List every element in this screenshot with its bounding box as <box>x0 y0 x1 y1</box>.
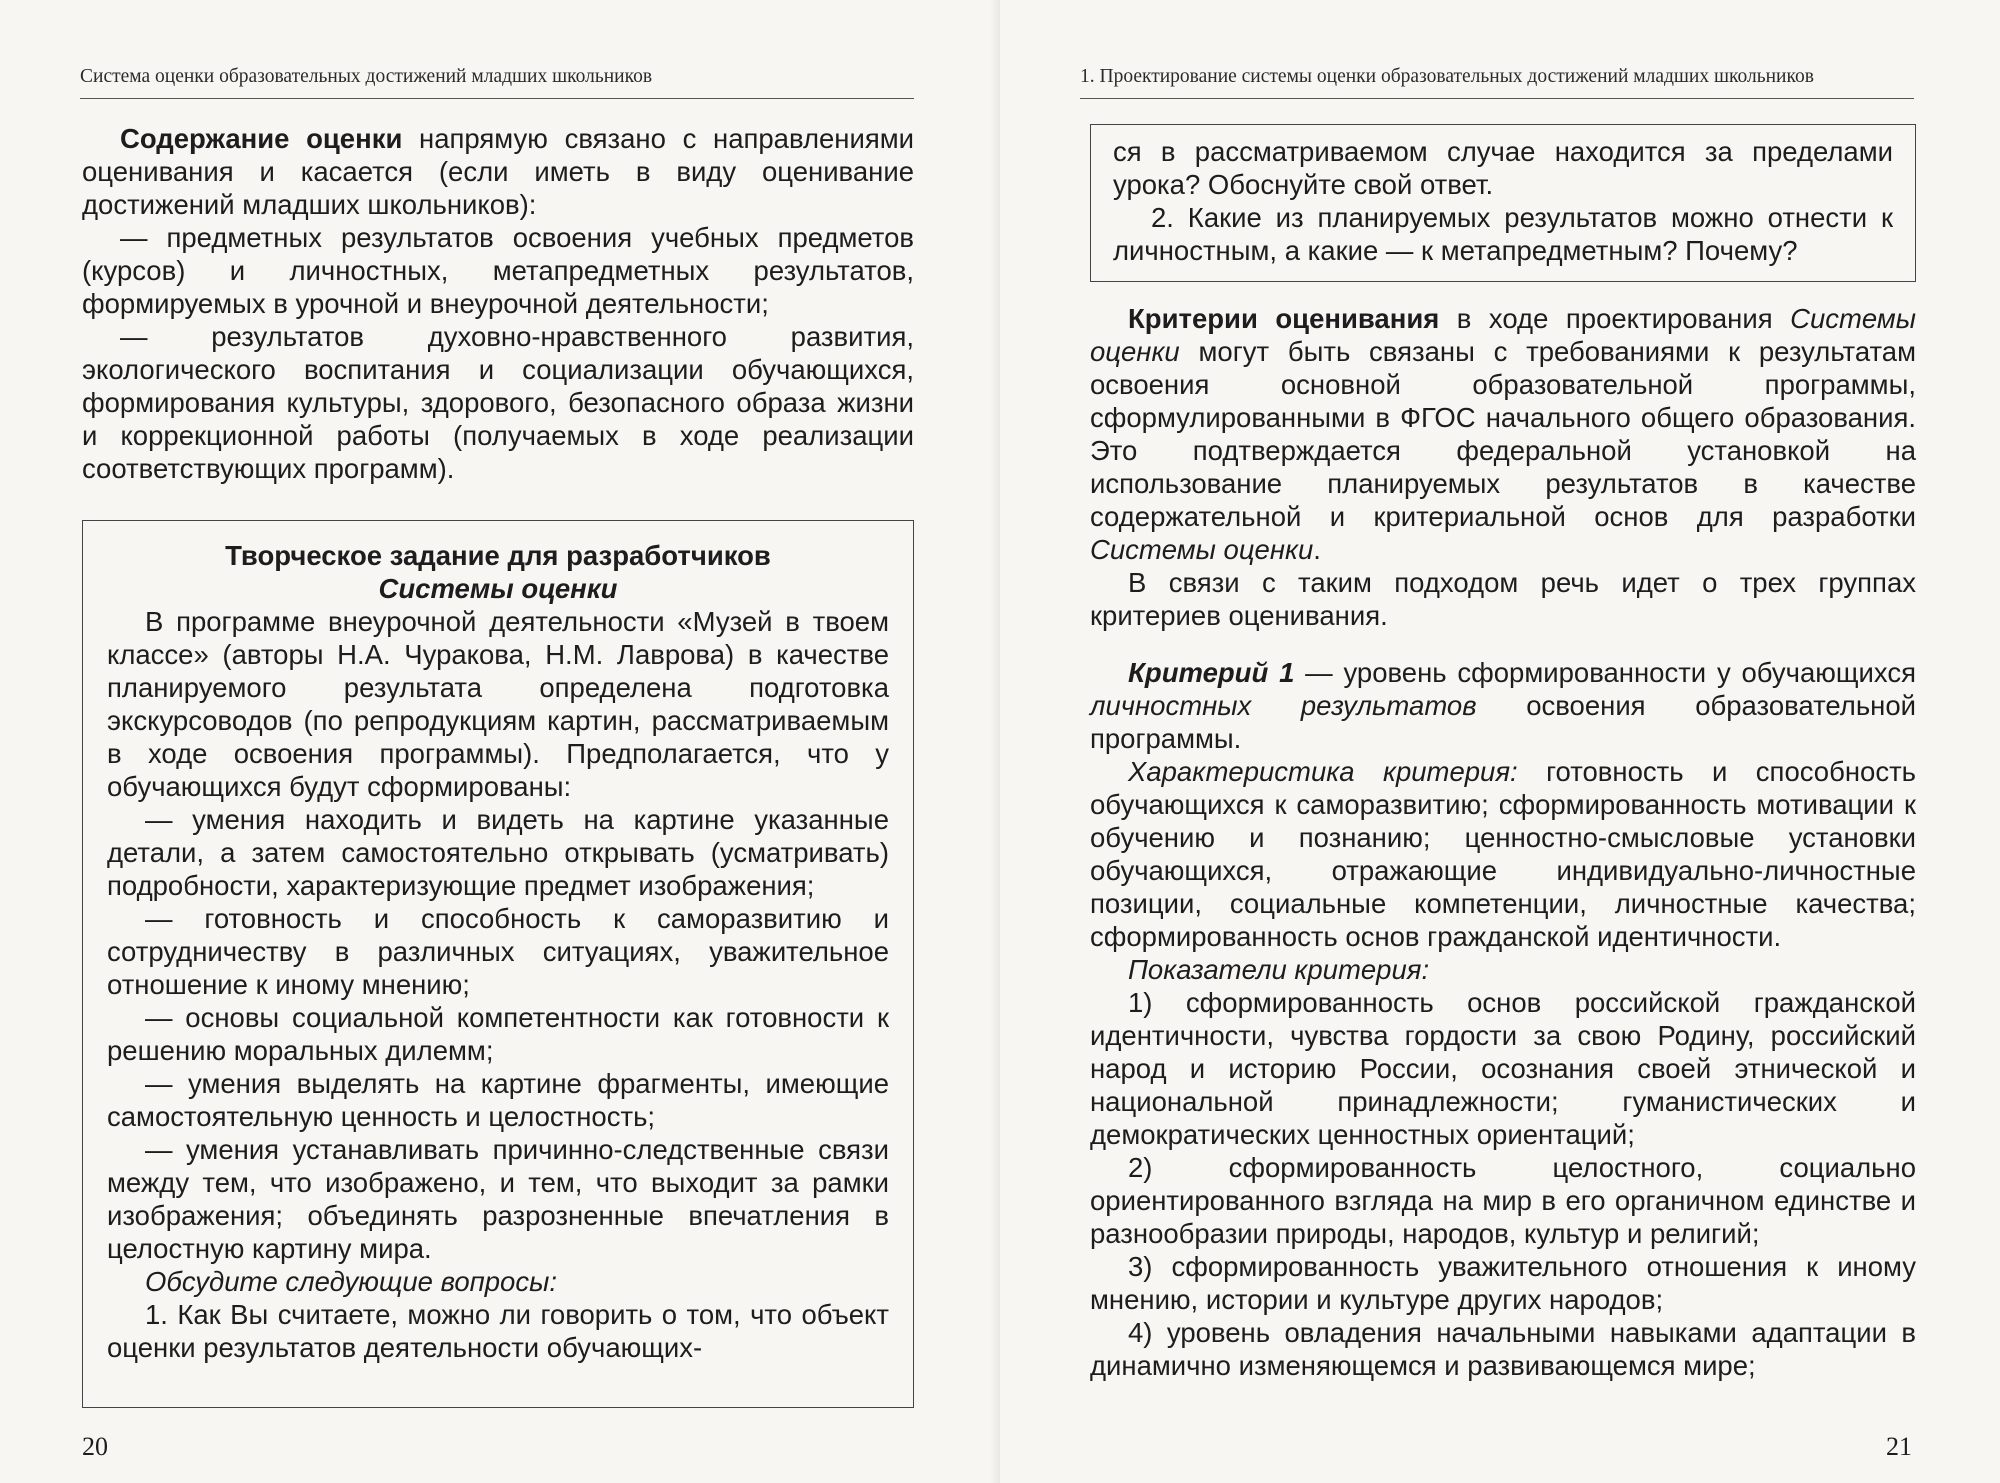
right-page <box>1000 0 2000 1483</box>
criteria-text-b: могут быть связаны с требованиями к результатам освоения основной образовательной программы, сформулированными в ФГОС начального общего образования. Это подтверждается федеральной установкой на использование планируемых результатов в качестве содержательной и критериальной основ для разработки <box>1090 336 1916 532</box>
box-discuss-label: Обсудите следующие вопросы: <box>145 1266 557 1297</box>
criteria-italic-2: Системы оценки <box>1090 534 1314 565</box>
criterion-1-text-b: освоения образовательной программы. <box>1090 690 1916 754</box>
criterion-1-italic: личностных результатов <box>1090 690 1477 721</box>
creative-task-box <box>82 520 914 1408</box>
box-item-4: — умения выделять на картине фрагменты, имеющие самостоятельную ценность и целостность; <box>107 1068 889 1132</box>
box-item-2: — готовность и способность к саморазвитию и сотрудничеству в различных ситуациях, уважительное отношение к иному мнению; <box>107 903 889 1000</box>
intro-item-1: — предметных результатов освоения учебных предметов (курсов) и личностных, метапредметных результатов, формируемых в урочной и внеурочной деятельности; <box>82 222 914 319</box>
criteria-section <box>1090 302 1916 1382</box>
box-item-3: — основы социальной компетентности как готовности к решению моральных дилемм; <box>107 1002 889 1066</box>
intro-section <box>82 122 914 485</box>
indicator-2: 2) сформированность целостного, социально ориентированного взгляда на мир в его органичном единстве и разнообразии природы, народов, культур и религий; <box>1090 1152 1916 1249</box>
box-item-1: — умения находить и видеть на картине указанные детали, а затем самостоятельно открывать (усматривать) подробности, характеризующие предмет изображения; <box>107 804 889 901</box>
criteria-text-a: в ходе проектирования <box>1439 303 1791 334</box>
criterion-characteristic <box>1090 755 1916 953</box>
continued-box <box>1090 124 1916 282</box>
indicator-1: 1) сформированность основ российской гражданской идентичности, чувства гордости за свою Родину, российский народ и историю России, осознания своей этнической и национальной принадлежности; гуманистических и демократических ценностных ориентаций; <box>1090 987 1916 1150</box>
characteristic-text: готовность и способность обучающихся к саморазвитию; сформированность мотивации к обучению и познанию; ценностно-смысловые установки обучающихся, отражающие индивидуально-личностные позиции, социальные компетенции, личностные качества; сформированность основ гражданской идентичности. <box>1090 756 1916 952</box>
box-question-2: 2. Какие из планируемых результатов можно отнести к личностным, а какие — к метапредметным? Почему? <box>1113 202 1893 266</box>
page-number-left: 20 <box>82 1432 108 1461</box>
criteria-paragraph-2: В связи с таким подходом речь идет о трех группах критериев оценивания. <box>1090 567 1916 631</box>
intro-lead-bold: Содержание оценки <box>120 123 403 154</box>
indicator-3: 3) сформированность уважительного отношения к иному мнению, истории и культуре других народов; <box>1090 1251 1916 1315</box>
box-title-line-1: Творческое задание для разработчиков <box>225 540 771 571</box>
box-item-5: — умения устанавливать причинно-следственные связи между тем, что изображено, и тем, что выходит за рамки изображения; объединять разрозненные впечатления в целостную картину мира. <box>107 1134 889 1264</box>
criterion-1-label: Критерий 1 <box>1128 657 1295 688</box>
intro-lead-text: напрямую связано с направлениями оценивания и касается (если иметь в виду оценивание достижений младших школьников): <box>82 123 914 220</box>
box-paragraph: В программе внеурочной деятельности «Музей в твоем классе» (авторы Н.А. Чуракова, Н.М. Лаврова) в качестве планируемого результата определена подготовка экскурсоводов (по репродукциям картин, рассматриваемым в ходе освоения программы). Предполагается, что у обучающихся будут сформированы: <box>107 606 889 802</box>
running-head-right: 1. Проектирование системы оценки образовательных достижений младших школьников <box>1080 62 1914 99</box>
page-number-right: 21 <box>1886 1432 1912 1461</box>
criterion-1-text-a: — уровень сформированности у обучающихся <box>1294 657 1917 688</box>
criteria-lead-bold: Критерии оценивания <box>1128 303 1440 334</box>
criteria-text-end: . <box>1313 534 1321 565</box>
indicators-label: Показатели критерия: <box>1128 954 1430 985</box>
characteristic-label: Характеристика критерия: <box>1128 756 1518 787</box>
running-head-left: Система оценки образовательных достижений младших школьников <box>80 62 914 99</box>
criteria-paragraph <box>1090 302 1916 566</box>
box-title-line-2: Системы оценки <box>378 573 618 604</box>
criterion-1-paragraph <box>1090 656 1916 755</box>
box-continuation: ся в рассматриваемом случае находится за пределами урока? Обоснуйте свой ответ. <box>1113 136 1893 200</box>
box-question-1: 1. Как Вы считаете, можно ли говорить о том, что объект оценки результатов деятельности обучающих- <box>107 1299 889 1363</box>
intro-item-2: — результатов духовно-нравственного развития, экологического воспитания и социализации обучающихся, формирования культуры, здорового, безопасного образа жизни и коррекционной работы (получаемых в ходе реализации соответствующих программ). <box>82 321 914 484</box>
indicator-4: 4) уровень овладения начальными навыками адаптации в динамично изменяющемся и развивающемся мире; <box>1090 1317 1916 1381</box>
intro-paragraph <box>82 122 914 221</box>
criteria-italic-1: Системы оценки <box>1090 303 1916 367</box>
